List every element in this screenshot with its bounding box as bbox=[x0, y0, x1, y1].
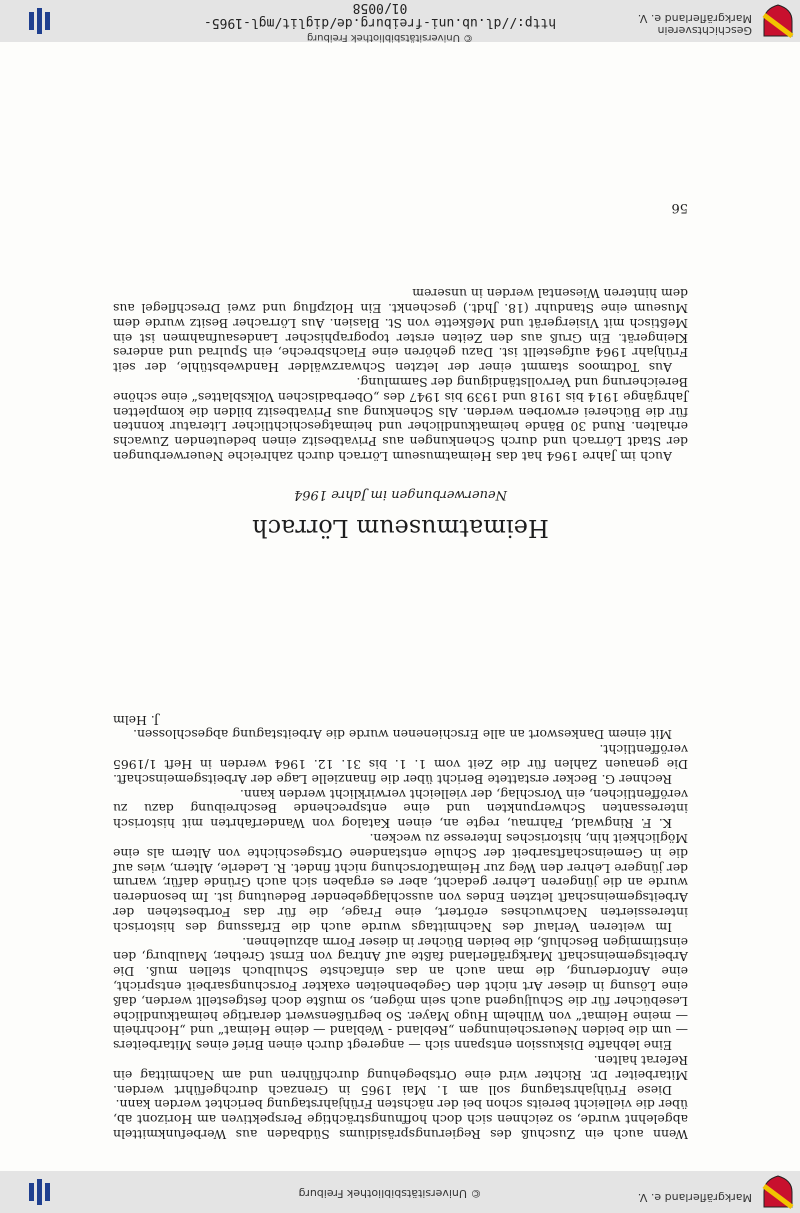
footer-band bbox=[0, 0, 800, 42]
report-paragraph: Wenn auch ein Zuschuß des Regierungspräsidiums Südbaden aus Werbefunkmitteln abgelehnt wurde, so zeichnen sich doch hoffnungsträchtige Perspektiven am Horizont ab, über die vielleicht bereits schon bei der nächsten Frühjahrstagung berichtet werden kann. bbox=[113, 1097, 688, 1142]
permalink-url[interactable]: http://dl.ub.uni-freiburg.de/diglit/mgl-1965-01/0058 bbox=[203, 0, 557, 30]
header-band bbox=[0, 1171, 800, 1213]
article-paragraph: Auch im Jahre 1964 hat das Heimatmuseum Lörrach durch zahlreiche Neuerwerbungen der Stadt Lörrach und durch Schenkungen aus Privatbesitz einen bedeutenden Zuwachs erhalten. Rund 30 Bände heimatkundlicher und heimatgeschichtlicher Literatur konnten für die Bücherei erworben werden. Als Schenkung aus Privatbesitz bilden die kompletten Jahrgänge 1914 bis 1918 und 1939 bis 1947 des „Oberbadischen Volksblattes“ eine schöne Bereicherung und Vervollständigung der Sammlung. bbox=[113, 375, 688, 464]
report-paragraph: K. F. Ringwald, Fahrnau, regte an, einen Katalog von Wanderfahrten mit historisch interessanten Schwerpunkten und eine entsprechende Beschreibung dazu zu veröffentlichen, ein Vorschlag, der vielleicht verwirklicht werden kann. bbox=[113, 786, 688, 832]
article-body bbox=[113, 285, 688, 463]
footer-library-notice: © Universitätsbibliothek Freiburg bbox=[306, 32, 474, 43]
report-body bbox=[113, 712, 688, 1141]
university-logo-icon bbox=[24, 6, 54, 36]
report-paragraph: Diese Frühjahrstagung soll am 1. Mai 1965 in Grenzach durchgeführt werden. Mitarbeiter Dr. Richter wird eine Ortsbegehung durchführen und am Nachmittag ein Referat halten. bbox=[113, 1053, 688, 1098]
report-signature: J. Helm bbox=[113, 712, 159, 728]
header-library-notice: © Universitätsbibliothek Freiburg bbox=[298, 1187, 482, 1200]
article-subtitle: Neuerwerbungen im Jahre 1964 bbox=[293, 487, 508, 502]
footer-society-label: Geschichtsverein Markgräflerland e. V. bbox=[637, 12, 752, 37]
report-paragraph: Rechner G. Becker erstattete Bericht über die finanzielle Lage der Arbeitsgemeinschaft. Die genauen Zahlen für die Zeit vom 1. 1. bis 31. 12. 1964 werden in Heft 1/1965 veröffentlicht. bbox=[113, 742, 688, 787]
coat-of-arms-icon bbox=[760, 1174, 796, 1210]
page-number: 56 bbox=[671, 200, 688, 215]
report-paragraph: Eine lebhafte Diskussion entspann sich — angeregt durch einen Brief eines Mitarbeiters — um die beiden Neuerscheinungen „Rebland - Webland — deine Heimat“ und „Hochrhein — meine Heimat“ von Wilhelm Hugo Mayer. So begrüßenswert derartige heimatkundliche Lesebücher für die Schuljugend auch sein mögen, so mußte doch festgestellt werden, daß eine Lösung in dieser Art nicht den Gegebenheiten exakter Forschungsarbeit entspricht, eine Anforderung, die man auch an das einfachste Schulbuch stellen muß. Die Arbeitsgemeinschaft Markgräflerland faßte auf Antrag von Ernst Grether, Maulburg, den einstimmigen Beschluß, die beiden Bücher in dieser Form abzulehnen. bbox=[113, 934, 688, 1054]
report-paragraph: Mit einem Dankeswort an alle Erschienenen wurde die Arbeitstagung abgeschlossen. bbox=[133, 727, 672, 743]
article-title: Heimatmuseum Lörrach bbox=[252, 514, 549, 542]
article-paragraph: Aus Todtmoos stammt einer der letzten Schwarzwälder Handwebstühle, der seit Frühjahr 1964 aufgestellt ist. Dazu gehören eine Flachsbreche, ein Spulrad und anderes Kleingerät. Ein Gruß aus den Zeiten erster topographischer Landesaufnahmen ist ein Meßtisch mit Visiergerät und Meßkette von St. Blasien. Aus Lörracher Besitz wurde dem Museum eine Standuhr (18. Jhdt.) geschenkt. Ein Holzpflug und zwei Dreschflegel aus dem hinteren Wiesental werden in unserem bbox=[113, 286, 688, 376]
header-society-label: Markgräflerland e. V. bbox=[637, 1191, 752, 1204]
university-logo-icon bbox=[24, 1177, 54, 1207]
coat-of-arms-icon bbox=[760, 3, 796, 39]
report-paragraph: Im weiteren Verlauf des Nachmittags wurde auch die Erfassung des historisch interessierten Nachwuchses erörtert, eine Frage, die für das Fortbestehen der Arbeitsgemeinschaft letzten Endes von ausschlaggebender Bedeutung ist. Im besonderen wurde an die jüngeren Lehrer gedacht, aber es ergaben sich auch Gründe dafür, warum der jüngere Lehrer den Weg zur Heimatforschung nicht findet. R. Lederle, Altern, wies auf die in Gemeinschaftsarbeit der Schule entstandene Ortsgeschichte von Altern als eine Möglichkeit hin, historisches Interesse zu wecken. bbox=[113, 831, 688, 935]
